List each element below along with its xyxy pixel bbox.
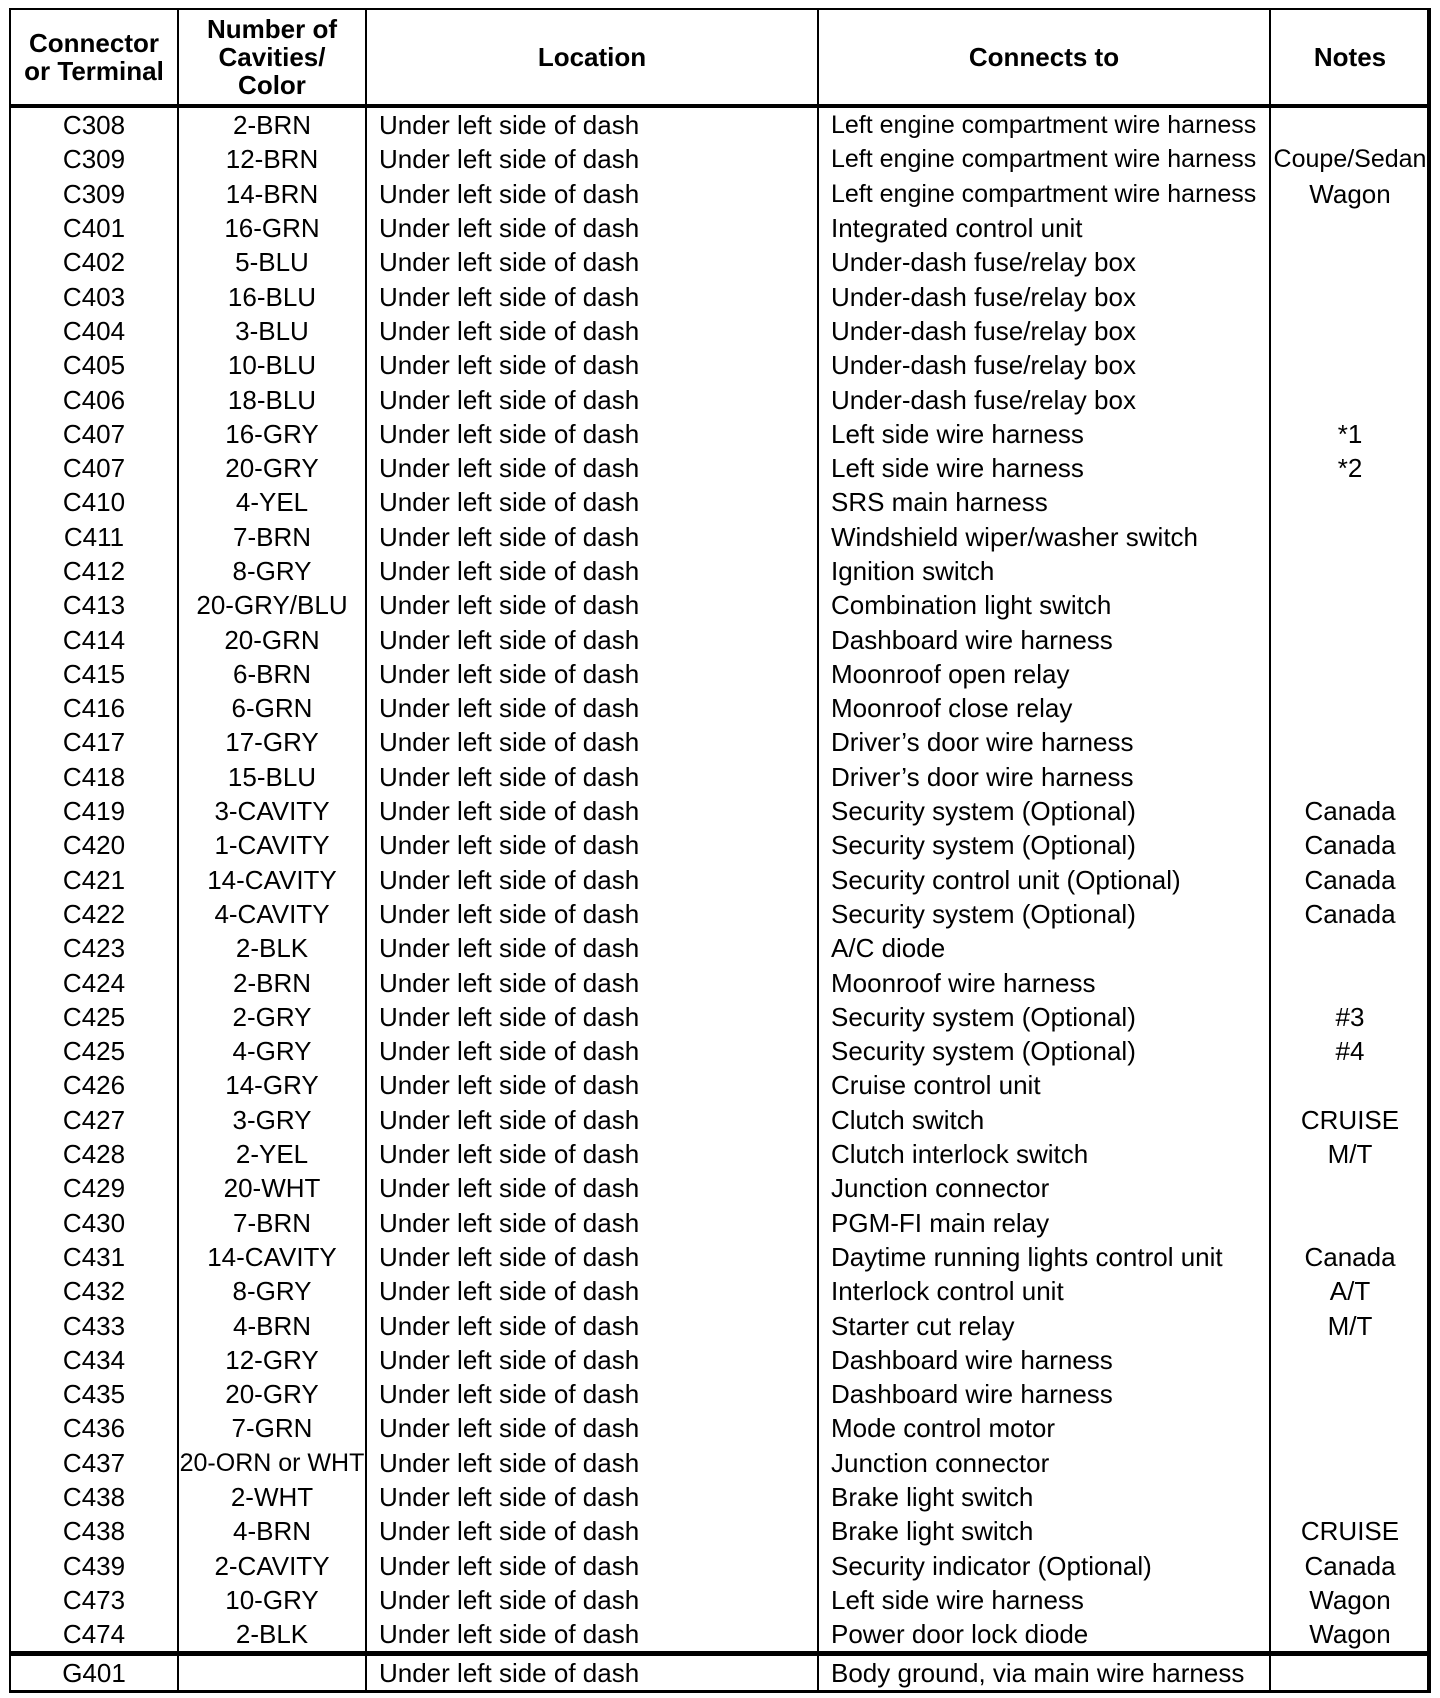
connects-to-cell: Security system (Optional): [818, 828, 1270, 862]
cavities-cell: 5-BLU: [178, 245, 366, 279]
connector-cell: C473: [10, 1583, 178, 1617]
connects-to-cell: Security control unit (Optional): [818, 863, 1270, 897]
table-row: [10, 794, 1430, 828]
location-cell: Under left side of dash: [366, 657, 818, 691]
notes-cell: [1270, 965, 1430, 999]
connects-to-cell: Left side wire harness: [818, 451, 1270, 485]
location-cell: Under left side of dash: [366, 725, 818, 759]
location-cell: Under left side of dash: [366, 177, 818, 211]
notes-cell: Wagon: [1270, 1583, 1430, 1617]
table-row: [10, 1514, 1430, 1548]
cavities-cell: 2-CAVITY: [178, 1548, 366, 1582]
notes-cell: [1270, 1206, 1430, 1240]
cavities-cell: 2-BRN: [178, 965, 366, 999]
cavities-cell: 12-BRN: [178, 142, 366, 176]
cavities-cell: 8-GRY: [178, 554, 366, 588]
cavities-cell: 10-BLU: [178, 348, 366, 382]
connector-cell: C415: [10, 657, 178, 691]
cavities-cell: 20-GRY: [178, 451, 366, 485]
connects-to-cell: Under-dash fuse/relay box: [818, 382, 1270, 416]
connector-cell: C414: [10, 622, 178, 656]
connects-to-cell: Junction connector: [818, 1446, 1270, 1480]
table-row: [10, 1480, 1430, 1514]
table-row: [10, 622, 1430, 656]
location-cell: Under left side of dash: [366, 1548, 818, 1582]
notes-cell: Canada: [1270, 863, 1430, 897]
table-row: [10, 1274, 1430, 1308]
location-cell: Under left side of dash: [366, 211, 818, 245]
location-cell: Under left side of dash: [366, 828, 818, 862]
notes-cell: [1270, 554, 1430, 588]
notes-cell: M/T: [1270, 1137, 1430, 1171]
connects-to-cell: Left side wire harness: [818, 417, 1270, 451]
notes-cell: Canada: [1270, 828, 1430, 862]
cavities-cell: 7-GRN: [178, 1411, 366, 1445]
location-cell: Under left side of dash: [366, 1617, 818, 1654]
table-row: [10, 965, 1430, 999]
notes-cell: [1270, 211, 1430, 245]
location-cell: Under left side of dash: [366, 1137, 818, 1171]
notes-cell: M/T: [1270, 1308, 1430, 1342]
connects-to-cell: Driver’s door wire harness: [818, 725, 1270, 759]
table-row: [10, 657, 1430, 691]
connects-to-cell: Daytime running lights control unit: [818, 1240, 1270, 1274]
connector-cell: C406: [10, 382, 178, 416]
table-row: [10, 1617, 1430, 1654]
table-row: [10, 485, 1430, 519]
notes-cell: [1270, 725, 1430, 759]
location-cell: Under left side of dash: [366, 554, 818, 588]
connector-cell: C419: [10, 794, 178, 828]
location-cell: Under left side of dash: [366, 1171, 818, 1205]
notes-cell: *2: [1270, 451, 1430, 485]
connector-cell: C439: [10, 1548, 178, 1582]
connects-to-cell: Left side wire harness: [818, 1583, 1270, 1617]
table-row: [10, 1583, 1430, 1617]
connector-cell: C430: [10, 1206, 178, 1240]
connects-to-cell: Integrated control unit: [818, 211, 1270, 245]
cavities-cell: 2-GRY: [178, 1000, 366, 1034]
connector-cell: C309: [10, 177, 178, 211]
location-cell: Under left side of dash: [366, 417, 818, 451]
table-row: [10, 1000, 1430, 1034]
connector-cell: C407: [10, 451, 178, 485]
connector-cell: C404: [10, 314, 178, 348]
connector-cell: C429: [10, 1171, 178, 1205]
notes-cell: Canada: [1270, 1548, 1430, 1582]
connects-to-cell: Left engine compartment wire harness: [818, 177, 1270, 211]
table-row: [10, 1171, 1430, 1205]
cavities-cell: 2-YEL: [178, 1137, 366, 1171]
notes-cell: [1270, 485, 1430, 519]
connector-cell: C407: [10, 417, 178, 451]
connector-cell: G401: [10, 1654, 178, 1692]
notes-cell: [1270, 382, 1430, 416]
cavities-cell: 2-BLK: [178, 931, 366, 965]
notes-cell: [1270, 314, 1430, 348]
location-cell: Under left side of dash: [366, 106, 818, 142]
connector-cell: C308: [10, 106, 178, 142]
connector-cell: C405: [10, 348, 178, 382]
connector-cell: C417: [10, 725, 178, 759]
connects-to-cell: Dashboard wire harness: [818, 622, 1270, 656]
cavities-cell: 14-GRY: [178, 1068, 366, 1102]
header-connector: Connector or Terminal: [10, 9, 178, 106]
cavities-cell: 3-CAVITY: [178, 794, 366, 828]
location-cell: Under left side of dash: [366, 622, 818, 656]
header-connects-to: Connects to: [818, 9, 1270, 106]
table-row: [10, 1548, 1430, 1582]
cavities-cell: 4-GRY: [178, 1034, 366, 1068]
header-notes: Notes: [1270, 9, 1430, 106]
notes-cell: CRUISE: [1270, 1103, 1430, 1137]
table-body: [10, 106, 1430, 1692]
location-cell: Under left side of dash: [366, 1654, 818, 1692]
cavities-cell: 17-GRY: [178, 725, 366, 759]
location-cell: Under left side of dash: [366, 1034, 818, 1068]
connects-to-cell: Left engine compartment wire harness: [818, 106, 1270, 142]
location-cell: Under left side of dash: [366, 245, 818, 279]
connects-to-cell: Security system (Optional): [818, 794, 1270, 828]
cavities-cell: 12-GRY: [178, 1343, 366, 1377]
connector-cell: C422: [10, 897, 178, 931]
notes-cell: Canada: [1270, 1240, 1430, 1274]
cavities-cell: 4-CAVITY: [178, 897, 366, 931]
connector-cell: C431: [10, 1240, 178, 1274]
table-row: [10, 725, 1430, 759]
table-row: [10, 1137, 1430, 1171]
notes-cell: Canada: [1270, 794, 1430, 828]
table-row: [10, 314, 1430, 348]
location-cell: Under left side of dash: [366, 1308, 818, 1342]
cavities-cell: 18-BLU: [178, 382, 366, 416]
connects-to-cell: Body ground, via main wire harness: [818, 1654, 1270, 1692]
notes-cell: *1: [1270, 417, 1430, 451]
cavities-cell: 3-BLU: [178, 314, 366, 348]
notes-cell: Canada: [1270, 897, 1430, 931]
table-row: [10, 1068, 1430, 1102]
connects-to-cell: Brake light switch: [818, 1480, 1270, 1514]
connector-cell: C434: [10, 1343, 178, 1377]
cavities-cell: 2-WHT: [178, 1480, 366, 1514]
connects-to-cell: Cruise control unit: [818, 1068, 1270, 1102]
cavities-cell: 1-CAVITY: [178, 828, 366, 862]
table-row: [10, 211, 1430, 245]
connects-to-cell: A/C diode: [818, 931, 1270, 965]
table-row: [10, 520, 1430, 554]
cavities-cell: 4-BRN: [178, 1514, 366, 1548]
cavities-cell: 14-CAVITY: [178, 1240, 366, 1274]
connector-cell: C420: [10, 828, 178, 862]
table-row: [10, 828, 1430, 862]
table-row: [10, 1206, 1430, 1240]
connector-cell: C412: [10, 554, 178, 588]
connects-to-cell: Moonroof open relay: [818, 657, 1270, 691]
location-cell: Under left side of dash: [366, 279, 818, 313]
notes-cell: [1270, 1446, 1430, 1480]
cavities-cell: 14-CAVITY: [178, 863, 366, 897]
table-row: [10, 1377, 1430, 1411]
connects-to-cell: Under-dash fuse/relay box: [818, 348, 1270, 382]
notes-cell: [1270, 588, 1430, 622]
connector-cell: C438: [10, 1480, 178, 1514]
cavities-cell: 7-BRN: [178, 520, 366, 554]
connects-to-cell: SRS main harness: [818, 485, 1270, 519]
cavities-cell: 16-GRY: [178, 417, 366, 451]
table-row: [10, 451, 1430, 485]
connector-cell: C418: [10, 760, 178, 794]
notes-cell: Wagon: [1270, 177, 1430, 211]
table-row: [10, 691, 1430, 725]
connects-to-cell: Driver’s door wire harness: [818, 760, 1270, 794]
connects-to-cell: Security indicator (Optional): [818, 1548, 1270, 1582]
cavities-cell: [178, 1654, 366, 1692]
cavities-cell: 20-GRY/BLU: [178, 588, 366, 622]
notes-cell: [1270, 1480, 1430, 1514]
connects-to-cell: Combination light switch: [818, 588, 1270, 622]
table-row: [10, 1654, 1430, 1692]
notes-cell: [1270, 1171, 1430, 1205]
location-cell: Under left side of dash: [366, 1068, 818, 1102]
cavities-cell: 4-BRN: [178, 1308, 366, 1342]
connector-cell: C425: [10, 1000, 178, 1034]
cavities-cell: 16-GRN: [178, 211, 366, 245]
connector-cell: C425: [10, 1034, 178, 1068]
notes-cell: [1270, 622, 1430, 656]
notes-cell: A/T: [1270, 1274, 1430, 1308]
connects-to-cell: PGM-FI main relay: [818, 1206, 1270, 1240]
location-cell: Under left side of dash: [366, 382, 818, 416]
location-cell: Under left side of dash: [366, 931, 818, 965]
table-row: [10, 348, 1430, 382]
notes-cell: Coupe/Sedan: [1270, 142, 1430, 176]
cavities-cell: 2-BRN: [178, 106, 366, 142]
location-cell: Under left side of dash: [366, 1000, 818, 1034]
connects-to-cell: Dashboard wire harness: [818, 1343, 1270, 1377]
location-cell: Under left side of dash: [366, 1343, 818, 1377]
notes-cell: [1270, 760, 1430, 794]
location-cell: Under left side of dash: [366, 1514, 818, 1548]
connector-cell: C416: [10, 691, 178, 725]
connects-to-cell: Ignition switch: [818, 554, 1270, 588]
table-row: [10, 554, 1430, 588]
table-row: [10, 106, 1430, 142]
cavities-cell: 14-BRN: [178, 177, 366, 211]
connects-to-cell: Under-dash fuse/relay box: [818, 314, 1270, 348]
connector-cell: C426: [10, 1068, 178, 1102]
location-cell: Under left side of dash: [366, 1274, 818, 1308]
notes-cell: [1270, 520, 1430, 554]
notes-cell: [1270, 657, 1430, 691]
connects-to-cell: Left engine compartment wire harness: [818, 142, 1270, 176]
table-row: [10, 142, 1430, 176]
table-row: [10, 760, 1430, 794]
connector-cell: C436: [10, 1411, 178, 1445]
location-cell: Under left side of dash: [366, 1206, 818, 1240]
cavities-cell: 20-WHT: [178, 1171, 366, 1205]
cavities-cell: 6-BRN: [178, 657, 366, 691]
table-row: [10, 1240, 1430, 1274]
cavities-cell: 10-GRY: [178, 1583, 366, 1617]
notes-cell: [1270, 1411, 1430, 1445]
connects-to-cell: Security system (Optional): [818, 1034, 1270, 1068]
cavities-cell: 6-GRN: [178, 691, 366, 725]
connects-to-cell: Under-dash fuse/relay box: [818, 279, 1270, 313]
location-cell: Under left side of dash: [366, 1480, 818, 1514]
table-row: [10, 1411, 1430, 1445]
connector-cell: C423: [10, 931, 178, 965]
location-cell: Under left side of dash: [366, 1583, 818, 1617]
notes-cell: [1270, 931, 1430, 965]
connector-cell: C421: [10, 863, 178, 897]
table-row: [10, 931, 1430, 965]
notes-cell: [1270, 279, 1430, 313]
notes-cell: [1270, 348, 1430, 382]
connects-to-cell: Moonroof wire harness: [818, 965, 1270, 999]
connector-cell: C424: [10, 965, 178, 999]
notes-cell: #4: [1270, 1034, 1430, 1068]
connects-to-cell: Security system (Optional): [818, 1000, 1270, 1034]
connector-cell: C413: [10, 588, 178, 622]
connects-to-cell: Under-dash fuse/relay box: [818, 245, 1270, 279]
connector-cell: C433: [10, 1308, 178, 1342]
connects-to-cell: Clutch switch: [818, 1103, 1270, 1137]
connects-to-cell: Security system (Optional): [818, 897, 1270, 931]
location-cell: Under left side of dash: [366, 1446, 818, 1480]
location-cell: Under left side of dash: [366, 142, 818, 176]
table-row: [10, 863, 1430, 897]
connector-cell: C403: [10, 279, 178, 313]
table-row: [10, 177, 1430, 211]
notes-cell: CRUISE: [1270, 1514, 1430, 1548]
location-cell: Under left side of dash: [366, 1240, 818, 1274]
notes-cell: [1270, 1343, 1430, 1377]
cavities-cell: 8-GRY: [178, 1274, 366, 1308]
notes-cell: [1270, 1068, 1430, 1102]
location-cell: Under left side of dash: [366, 588, 818, 622]
location-cell: Under left side of dash: [366, 965, 818, 999]
location-cell: Under left side of dash: [366, 760, 818, 794]
connects-to-cell: Clutch interlock switch: [818, 1137, 1270, 1171]
connects-to-cell: Moonroof close relay: [818, 691, 1270, 725]
location-cell: Under left side of dash: [366, 314, 818, 348]
table-row: [10, 1103, 1430, 1137]
connector-table-sheet: [9, 8, 1429, 1690]
cavities-cell: 16-BLU: [178, 279, 366, 313]
connector-table: [9, 8, 1431, 1693]
notes-cell: #3: [1270, 1000, 1430, 1034]
connector-cell: C410: [10, 485, 178, 519]
connector-cell: C411: [10, 520, 178, 554]
notes-cell: [1270, 1377, 1430, 1411]
cavities-cell: 3-GRY: [178, 1103, 366, 1137]
connector-cell: C427: [10, 1103, 178, 1137]
cavities-cell: 7-BRN: [178, 1206, 366, 1240]
connects-to-cell: Dashboard wire harness: [818, 1377, 1270, 1411]
cavities-cell: 4-YEL: [178, 485, 366, 519]
connector-cell: C402: [10, 245, 178, 279]
table-row: [10, 1034, 1430, 1068]
cavities-cell: 20-GRY: [178, 1377, 366, 1411]
notes-cell: [1270, 1654, 1430, 1692]
header-location: Location: [366, 9, 818, 106]
location-cell: Under left side of dash: [366, 485, 818, 519]
connects-to-cell: Power door lock diode: [818, 1617, 1270, 1654]
connects-to-cell: Junction connector: [818, 1171, 1270, 1205]
table-row: [10, 1343, 1430, 1377]
location-cell: Under left side of dash: [366, 794, 818, 828]
connector-cell: C437: [10, 1446, 178, 1480]
connects-to-cell: Brake light switch: [818, 1514, 1270, 1548]
table-row: [10, 417, 1430, 451]
cavities-cell: 20-ORN or WHT: [178, 1446, 366, 1480]
header-cavities: Number of Cavities/ Color: [178, 9, 366, 106]
connects-to-cell: Starter cut relay: [818, 1308, 1270, 1342]
location-cell: Under left side of dash: [366, 520, 818, 554]
notes-cell: Wagon: [1270, 1617, 1430, 1654]
notes-cell: [1270, 245, 1430, 279]
location-cell: Under left side of dash: [366, 1411, 818, 1445]
table-row: [10, 245, 1430, 279]
location-cell: Under left side of dash: [366, 1377, 818, 1411]
notes-cell: [1270, 106, 1430, 142]
connector-cell: C428: [10, 1137, 178, 1171]
cavities-cell: 20-GRN: [178, 622, 366, 656]
connects-to-cell: Windshield wiper/washer switch: [818, 520, 1270, 554]
table-row: [10, 588, 1430, 622]
location-cell: Under left side of dash: [366, 863, 818, 897]
table-header-row: [10, 9, 1430, 106]
cavities-cell: 2-BLK: [178, 1617, 366, 1654]
connector-cell: C309: [10, 142, 178, 176]
connector-cell: C435: [10, 1377, 178, 1411]
location-cell: Under left side of dash: [366, 451, 818, 485]
connector-cell: C438: [10, 1514, 178, 1548]
connects-to-cell: Interlock control unit: [818, 1274, 1270, 1308]
location-cell: Under left side of dash: [366, 897, 818, 931]
connector-cell: C432: [10, 1274, 178, 1308]
connector-cell: C401: [10, 211, 178, 245]
table-row: [10, 897, 1430, 931]
location-cell: Under left side of dash: [366, 1103, 818, 1137]
connector-cell: C474: [10, 1617, 178, 1654]
table-row: [10, 382, 1430, 416]
table-row: [10, 1308, 1430, 1342]
location-cell: Under left side of dash: [366, 348, 818, 382]
table-row: [10, 279, 1430, 313]
cavities-cell: 15-BLU: [178, 760, 366, 794]
location-cell: Under left side of dash: [366, 691, 818, 725]
connects-to-cell: Mode control motor: [818, 1411, 1270, 1445]
notes-cell: [1270, 691, 1430, 725]
table-row: [10, 1446, 1430, 1480]
